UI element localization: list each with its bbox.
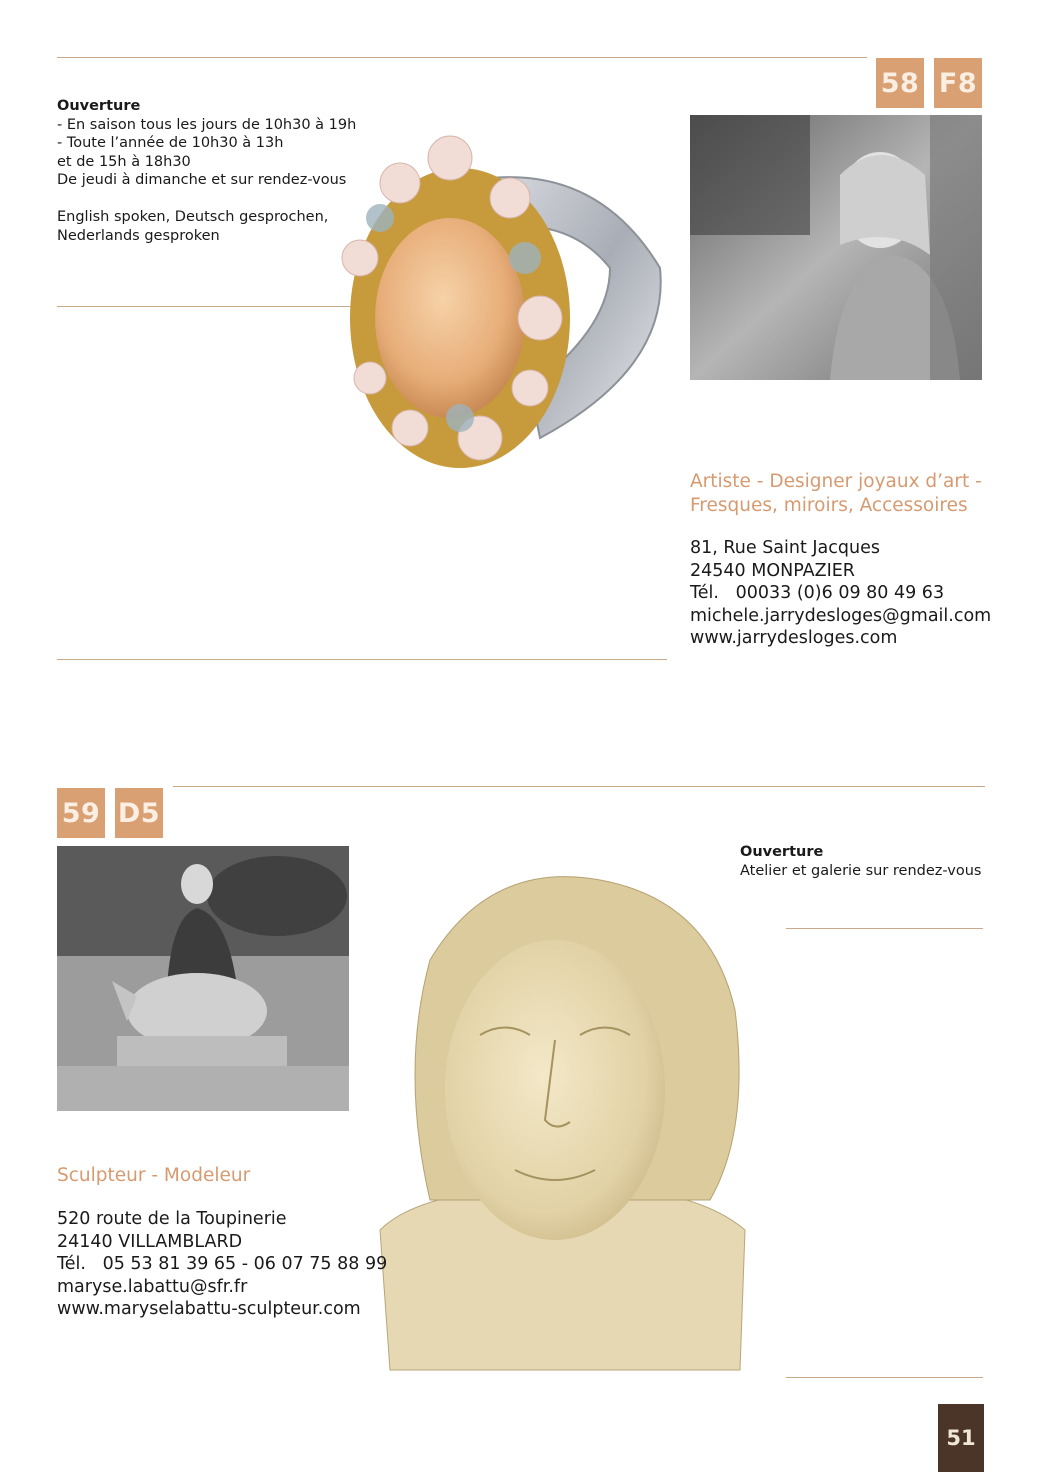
website-link[interactable]: www.jarrydesloges.com (690, 628, 898, 648)
address-line: 81, Rue Saint Jacques (690, 538, 880, 558)
entry-59-category (57, 1164, 377, 1188)
ring-jewelry-photo (340, 118, 670, 480)
phone-line: Tél. 05 53 81 39 65 - 06 07 75 88 99 (57, 1254, 388, 1274)
city-line: 24540 MONPAZIER (690, 560, 855, 581)
city-line: 24140 VILLAMBLARD (57, 1231, 243, 1252)
artist-portrait-photo (690, 115, 982, 380)
category-line: Artiste - Designer joyaux d’art - (690, 471, 982, 492)
entry-58-opening-title: Ouverture (57, 98, 141, 114)
entry-58-hours-line: - En saison tous les jours de 10h30 à 19h (57, 116, 357, 133)
entry-58-grid-badge: F8 (934, 58, 982, 108)
entry-59-opening-title: Ouverture (740, 844, 824, 860)
language-line: Nederlands gesproken (57, 227, 220, 244)
entry-59-contact (57, 1208, 388, 1321)
entry-58-hours-line: et de 15h à 18h30 (57, 153, 191, 170)
opening-divider-58 (57, 306, 357, 307)
page-number: 51 (938, 1404, 984, 1472)
address-line: 520 route de la Toupinerie (57, 1209, 287, 1229)
stone-bust-sculpture-photo (370, 870, 760, 1380)
entry-59-number-badge: 59 (57, 788, 105, 838)
entry-58-category (690, 470, 1010, 518)
entry-59-grid-badge: D5 (115, 788, 163, 838)
email-link[interactable]: michele.jarrydesloges@gmail.com (690, 605, 992, 626)
entry-58-languages (57, 208, 377, 245)
entry-58-opening-block (57, 97, 377, 190)
category-line: Fresques, miroirs, Accessoires (690, 495, 968, 516)
website-link[interactable]: www.maryselabattu-sculpteur.com (57, 1299, 361, 1319)
entry-58-bottom-divider (57, 659, 667, 660)
phone-line: Tél. 00033 (0)6 09 80 49 63 (690, 583, 945, 603)
top-divider (57, 57, 867, 58)
category-line: Sculpteur - Modeleur (57, 1165, 251, 1186)
entry-59-bottom-divider (786, 1377, 983, 1378)
entry-58-number-badge: 58 (876, 58, 924, 108)
entry-59-opening-block (740, 843, 1000, 880)
entry-59-top-divider (173, 786, 985, 787)
email-link[interactable]: maryse.labattu@sfr.fr (57, 1276, 248, 1297)
entry-58-hours-line: - Toute l’année de 10h30 à 13h (57, 135, 284, 151)
entry-58-hours-line: De jeudi à dimanche et sur rendez-vous (57, 172, 347, 188)
entry-58-contact (690, 537, 1030, 650)
language-line: English spoken, Deutsch gesprochen, (57, 209, 329, 225)
opening-divider-59 (786, 928, 983, 929)
sculptor-with-boar-photo (57, 846, 349, 1111)
entry-59-hours-line: Atelier et galerie sur rendez-vous (740, 862, 982, 879)
